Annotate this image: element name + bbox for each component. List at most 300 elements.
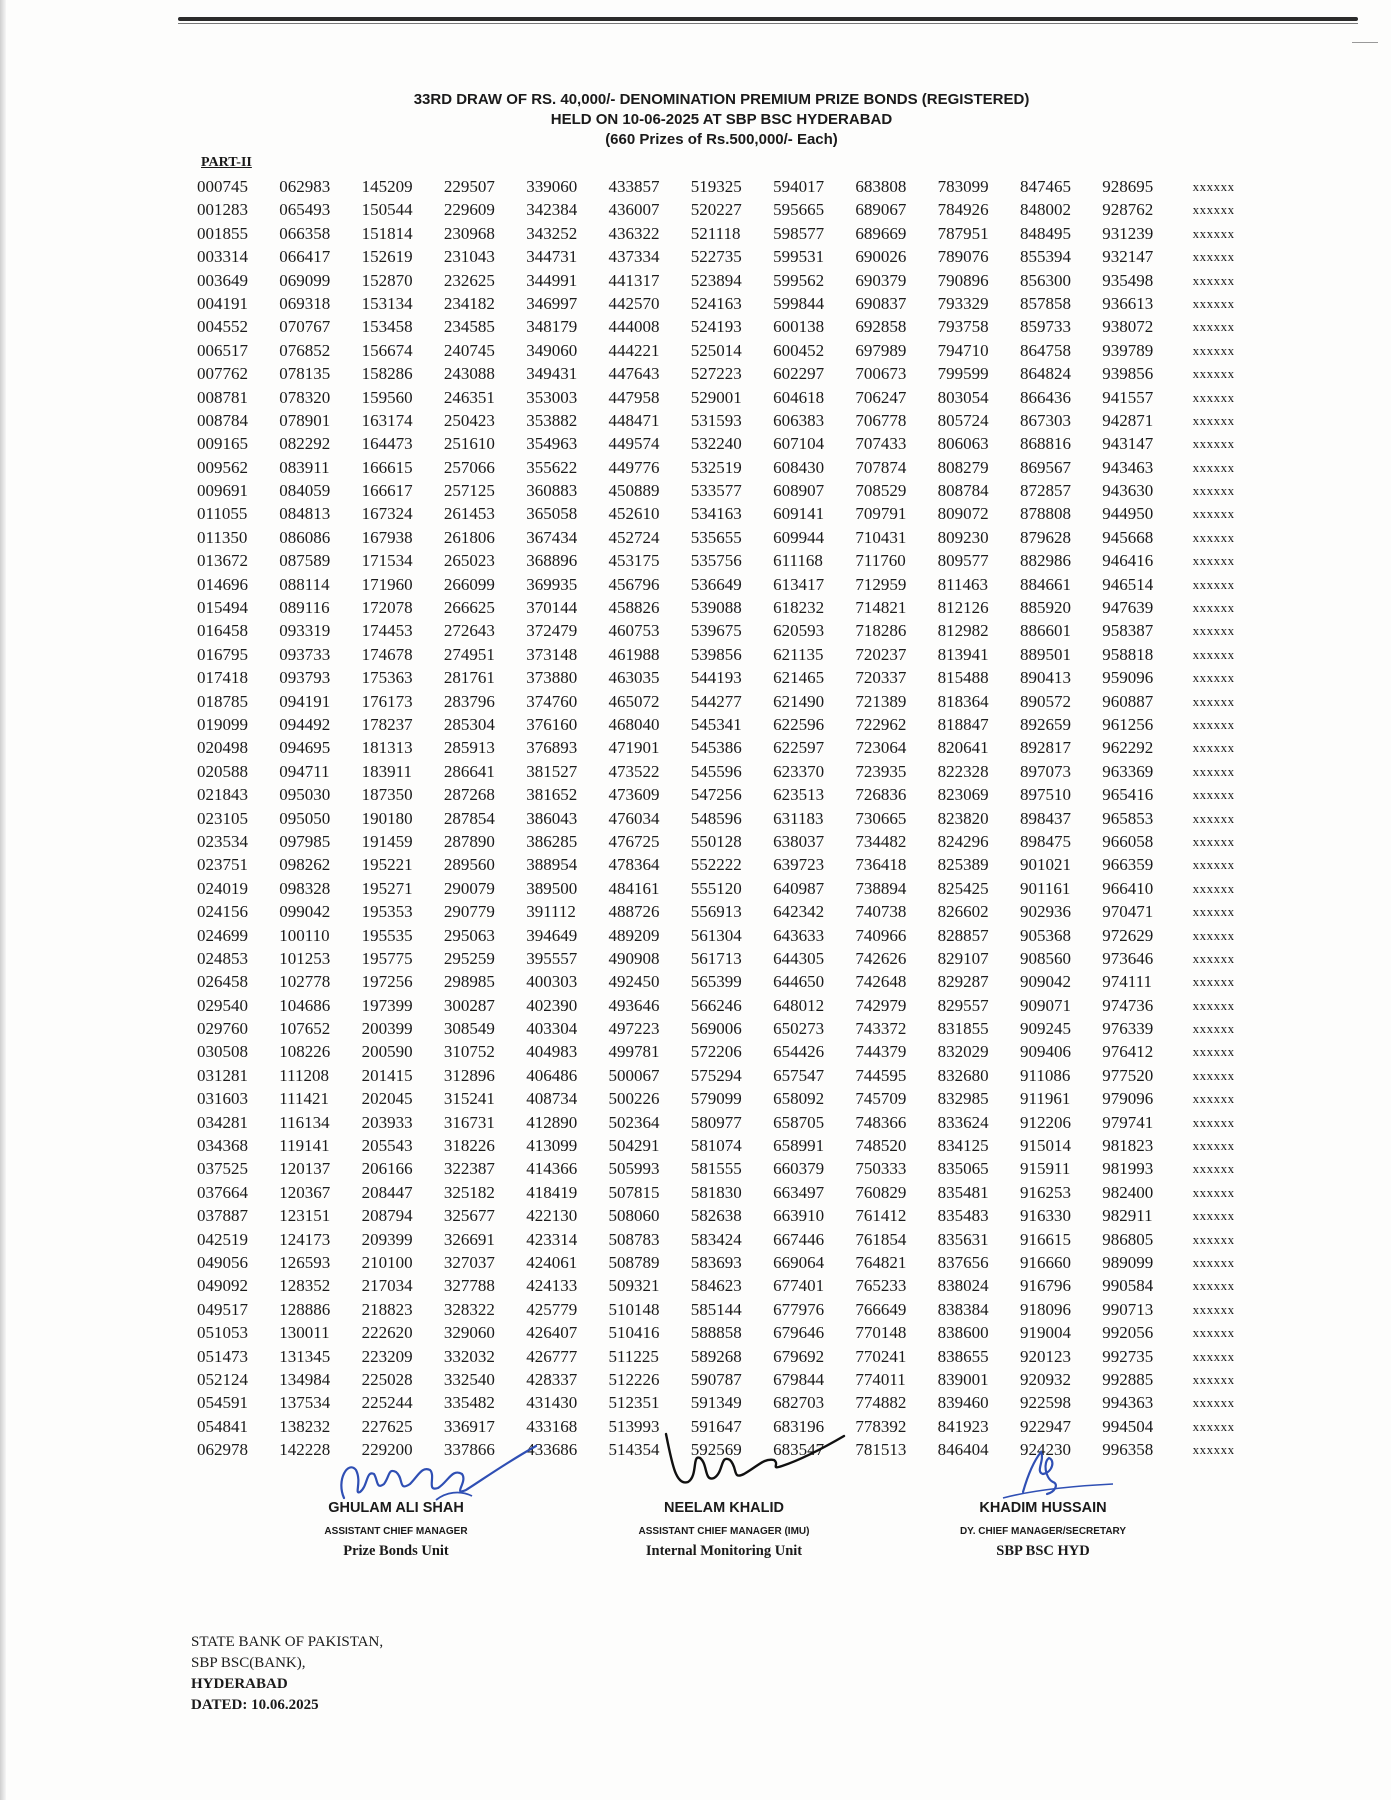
- prize-number-cell: 473609: [608, 785, 660, 805]
- prize-number-cell: 089116: [279, 598, 330, 618]
- prize-number-cell: 500226: [608, 1089, 660, 1109]
- prize-number-cell: 583424: [690, 1229, 742, 1249]
- prize-number-cell: 458826: [608, 598, 660, 618]
- table-row: [197, 269, 1275, 292]
- table-row: [197, 1087, 1275, 1110]
- prize-number-cell: 892817: [1019, 738, 1071, 758]
- prize-number-cell: 520227: [690, 200, 742, 220]
- prize-number-cell: 912206: [1019, 1112, 1071, 1132]
- prize-number-cell: 606383: [773, 410, 825, 430]
- prize-number-cell: 642342: [773, 902, 825, 922]
- prize-number-cell: 513993: [608, 1416, 660, 1436]
- prize-number-cell: 178237: [361, 714, 413, 734]
- prize-number-cell: 916796: [1019, 1276, 1071, 1296]
- prize-number-cell: 723935: [855, 761, 907, 781]
- prize-number-cell: 373148: [526, 644, 578, 664]
- prize-number-cell: 031281: [197, 1065, 248, 1085]
- prize-number-cell: 332540: [443, 1369, 495, 1389]
- prize-number-cell: 372479: [526, 621, 578, 641]
- prize-number-cell: 093793: [279, 668, 331, 688]
- prize-number-cell: 327037: [443, 1252, 495, 1272]
- prize-number-cell: 901021: [1019, 855, 1071, 875]
- prize-number-cell: 030508: [197, 1042, 248, 1062]
- prize-number-cell: 187350: [361, 785, 413, 805]
- prize-number-cell: 051053: [197, 1323, 248, 1343]
- table-row: [197, 526, 1275, 549]
- prize-number-cell: 229200: [361, 1440, 413, 1460]
- prize-number-cell: 310752: [443, 1042, 495, 1062]
- prize-number-cell: 831855: [937, 1019, 989, 1039]
- prize-number-cell: 450889: [608, 481, 660, 501]
- prize-number-cell: 024019: [197, 878, 248, 898]
- prize-number-cell: 449776: [608, 457, 660, 477]
- prize-number-cell: 902936: [1019, 902, 1071, 922]
- prize-number-cell: 909245: [1019, 1019, 1071, 1039]
- prize-number-cell: 024699: [197, 925, 248, 945]
- prize-number-cell: xxxxxx: [1192, 529, 1235, 545]
- prize-number-cell: xxxxxx: [1192, 366, 1235, 382]
- prize-number-cell: 709791: [855, 504, 907, 524]
- prize-number-cell: 879628: [1019, 527, 1071, 547]
- prize-number-cell: 970471: [1102, 902, 1154, 922]
- prize-number-cell: 639723: [773, 855, 825, 875]
- prize-number-cell: 886601: [1019, 621, 1071, 641]
- prize-number-cell: 006517: [197, 340, 248, 360]
- prize-number-cell: xxxxxx: [1192, 1325, 1235, 1341]
- prize-number-cell: 386285: [526, 831, 578, 851]
- prize-number-cell: 373880: [526, 668, 578, 688]
- prize-number-cell: 650273: [773, 1019, 825, 1039]
- prize-number-cell: 584623: [690, 1276, 742, 1296]
- prize-number-cell: 935498: [1102, 270, 1154, 290]
- prize-number-cell: 829107: [937, 948, 989, 968]
- prize-number-cell: 748366: [855, 1112, 907, 1132]
- prize-number-cell: 190180: [361, 808, 413, 828]
- prize-number-cell: 014696: [197, 574, 248, 594]
- prize-number-cell: xxxxxx: [1192, 249, 1235, 265]
- prize-number-cell: 823820: [937, 808, 989, 828]
- signatory-khadim-hussain: [943, 1500, 1143, 1560]
- prize-number-cell: 095030: [279, 785, 331, 805]
- prize-number-cell: 846404: [937, 1440, 989, 1460]
- prize-number-cell: 539856: [690, 644, 742, 664]
- prize-number-cell: 225028: [361, 1369, 413, 1389]
- prize-number-cell: 413099: [526, 1136, 578, 1156]
- prize-number-cell: 206166: [361, 1159, 413, 1179]
- prize-number-cell: 545596: [690, 761, 742, 781]
- prize-number-cell: xxxxxx: [1192, 904, 1235, 920]
- prize-number-cell: 594017: [773, 177, 825, 196]
- prize-number-cell: 529001: [690, 387, 742, 407]
- prize-number-cell: 104686: [279, 995, 331, 1015]
- prize-number-cell: 622597: [773, 738, 825, 758]
- prize-number-cell: 295063: [443, 925, 495, 945]
- prize-number-cell: 770148: [855, 1323, 907, 1343]
- prize-number-cell: 049517: [197, 1299, 248, 1319]
- table-row: [197, 198, 1275, 221]
- prize-number-cell: 290779: [443, 902, 495, 922]
- prize-number-cell: 943147: [1102, 434, 1154, 454]
- prize-number-cell: 332032: [443, 1346, 495, 1366]
- prize-number-cell: 579099: [690, 1089, 742, 1109]
- prize-number-cell: 872857: [1019, 481, 1071, 501]
- prize-number-cell: 820641: [937, 738, 989, 758]
- prize-number-cell: 679692: [773, 1346, 825, 1366]
- prize-number-cell: 966359: [1102, 855, 1154, 875]
- prize-number-cell: 514354: [608, 1440, 660, 1460]
- prize-number-cell: 990584: [1102, 1276, 1154, 1296]
- prize-number-cell: 726836: [855, 785, 907, 805]
- prize-number-cell: 582638: [690, 1206, 742, 1226]
- prize-number-cell: 581830: [690, 1182, 742, 1202]
- prize-number-cell: 591647: [690, 1416, 742, 1436]
- prize-number-cell: xxxxxx: [1192, 202, 1235, 218]
- prize-number-cell: 856300: [1019, 270, 1071, 290]
- prize-number-cell: 195221: [361, 855, 413, 875]
- prize-number-cell: 210100: [361, 1252, 413, 1272]
- prize-number-cell: 631183: [773, 808, 824, 828]
- prize-number-cell: 508060: [608, 1206, 660, 1226]
- prize-number-cell: 171960: [361, 574, 413, 594]
- issuer-city: HYDERABAD: [191, 1676, 288, 1692]
- prize-number-cell: 274951: [443, 644, 495, 664]
- prize-number-cell: 281761: [443, 668, 495, 688]
- prize-number-cell: 707874: [855, 457, 907, 477]
- prize-number-cell: 502364: [608, 1112, 660, 1132]
- table-row: [197, 1321, 1275, 1344]
- prize-number-cell: 404983: [526, 1042, 578, 1062]
- prize-number-cell: 609141: [773, 504, 825, 524]
- prize-number-cell: 890572: [1019, 691, 1071, 711]
- prize-number-cell: 531593: [690, 410, 742, 430]
- prize-number-cell: 205543: [361, 1136, 413, 1156]
- table-row: [197, 573, 1275, 596]
- prize-number-cell: 958387: [1102, 621, 1154, 641]
- prize-number-cell: 544193: [690, 668, 742, 688]
- prize-number-cell: 336917: [443, 1416, 495, 1436]
- prize-number-cell: 522735: [690, 247, 742, 267]
- prize-number-cell: 230968: [443, 223, 495, 243]
- prize-number-cell: 834125: [937, 1136, 989, 1156]
- prize-number-cell: 916615: [1019, 1229, 1071, 1249]
- table-row: [197, 1368, 1275, 1391]
- prize-number-cell: 222620: [361, 1323, 413, 1343]
- prize-number-cell: 422130: [526, 1206, 578, 1226]
- prize-number-cell: 150544: [361, 200, 413, 220]
- prize-number-cell: 946514: [1102, 574, 1154, 594]
- prize-number-cell: 743372: [855, 1019, 907, 1039]
- prize-number-cell: 679844: [773, 1369, 825, 1389]
- prize-number-cell: 942871: [1102, 410, 1154, 430]
- prize-number-cell: 697989: [855, 340, 907, 360]
- prize-number-cell: xxxxxx: [1192, 693, 1235, 709]
- prize-number-cell: 076852: [279, 340, 331, 360]
- prize-number-cell: 478364: [608, 855, 660, 875]
- prize-number-cell: 744379: [855, 1042, 907, 1062]
- prize-number-cell: 742626: [855, 948, 907, 968]
- prize-number-cell: 406486: [526, 1065, 578, 1085]
- prize-number-cell: 266625: [443, 598, 495, 618]
- prize-number-cell: 094711: [279, 761, 330, 781]
- prize-number-cell: 300287: [443, 995, 495, 1015]
- prize-number-cell: 919004: [1019, 1323, 1071, 1343]
- prize-number-cell: 748520: [855, 1136, 907, 1156]
- prize-number-cell: 823069: [937, 785, 989, 805]
- prize-number-cell: 492450: [608, 972, 660, 992]
- prize-number-cell: 167938: [361, 527, 413, 547]
- prize-number-cell: 272643: [443, 621, 495, 641]
- table-row: [197, 666, 1275, 689]
- prize-number-cell: 461988: [608, 644, 660, 664]
- prize-number-cell: 838655: [937, 1346, 989, 1366]
- prize-number-cell: 658991: [773, 1136, 825, 1156]
- prize-number-cell: 285304: [443, 714, 495, 734]
- issue-date: DATED: 10.06.2025: [191, 1697, 319, 1713]
- prize-number-cell: xxxxxx: [1192, 646, 1235, 662]
- prize-number-cell: 078135: [279, 364, 331, 384]
- table-row: [197, 830, 1275, 853]
- prize-number-cell: 561713: [690, 948, 742, 968]
- prize-number-cell: 433168: [526, 1416, 578, 1436]
- prize-number-cell: 088114: [279, 574, 330, 594]
- prize-number-cell: 787951: [937, 223, 989, 243]
- prize-number-cell: 992056: [1102, 1323, 1154, 1343]
- prize-number-cell: 690379: [855, 270, 907, 290]
- prize-number-cell: 386043: [526, 808, 578, 828]
- prize-number-cell: 023751: [197, 855, 248, 875]
- table-row: [197, 853, 1275, 876]
- prize-number-cell: 897510: [1019, 785, 1071, 805]
- prize-number-cell: 257066: [443, 457, 495, 477]
- signatory-neelam-khalid: [614, 1500, 834, 1560]
- prize-number-cell: 922947: [1019, 1416, 1071, 1436]
- prize-number-cell: 525014: [690, 340, 742, 360]
- prize-number-cell: xxxxxx: [1192, 623, 1235, 639]
- prize-number-cell: 203933: [361, 1112, 413, 1132]
- top-rule: [178, 17, 1358, 21]
- prize-number-cell: 497223: [608, 1019, 660, 1039]
- prize-number-cell: 328322: [443, 1299, 495, 1319]
- prize-number-cell: xxxxxx: [1192, 389, 1235, 405]
- prize-number-cell: xxxxxx: [1192, 459, 1235, 475]
- prize-number-cell: 682703: [773, 1393, 825, 1413]
- prize-number-cell: 566246: [690, 995, 742, 1015]
- table-row: [197, 619, 1275, 642]
- prize-number-cell: 031603: [197, 1089, 248, 1109]
- prize-number-cell: 019099: [197, 714, 248, 734]
- prize-number-cell: 591349: [690, 1393, 742, 1413]
- prize-number-cell: 018785: [197, 691, 248, 711]
- prize-number-cell: 290079: [443, 878, 495, 898]
- prize-number-cell: 599531: [773, 247, 825, 267]
- prize-number-cell: 939856: [1102, 364, 1154, 384]
- prize-number-cell: 658705: [773, 1112, 825, 1132]
- prize-number-cell: 939789: [1102, 340, 1154, 360]
- prize-number-cell: 527223: [690, 364, 742, 384]
- prize-number-cell: 499781: [608, 1042, 660, 1062]
- prize-number-cell: 924230: [1019, 1440, 1071, 1460]
- prize-number-cell: 029760: [197, 1019, 248, 1039]
- prize-number-cell: 508783: [608, 1229, 660, 1249]
- prize-number-cell: 689669: [855, 223, 907, 243]
- prize-number-cell: 536649: [690, 574, 742, 594]
- table-row: [197, 1228, 1275, 1251]
- prize-number-cell: xxxxxx: [1192, 740, 1235, 756]
- prize-number-cell: xxxxxx: [1192, 576, 1235, 592]
- prize-number-cell: 898437: [1019, 808, 1071, 828]
- prize-number-cell: 832680: [937, 1065, 989, 1085]
- prize-number-cell: 781513: [855, 1440, 907, 1460]
- prize-number-cell: 932147: [1102, 247, 1154, 267]
- prize-number-cell: 054591: [197, 1393, 248, 1413]
- prize-number-cell: 947639: [1102, 598, 1154, 618]
- prize-number-cell: 979096: [1102, 1089, 1154, 1109]
- prize-number-cell: 992885: [1102, 1369, 1154, 1389]
- prize-number-cell: 142228: [279, 1440, 331, 1460]
- prize-number-cell: 928695: [1102, 177, 1154, 196]
- table-row: [197, 1204, 1275, 1227]
- prize-number-cell: 867303: [1019, 410, 1071, 430]
- prize-number-cell: 793329: [937, 293, 989, 313]
- prize-number-cell: 339060: [526, 177, 578, 196]
- prize-number-cell: 376893: [526, 738, 578, 758]
- prize-number-cell: 318226: [443, 1136, 495, 1156]
- prize-number-cell: 013672: [197, 551, 248, 571]
- prize-number-cell: 124173: [279, 1229, 331, 1249]
- signatory-name: KHADIM HUSSAIN: [979, 1500, 1107, 1516]
- prize-number-cell: 866436: [1019, 387, 1071, 407]
- prize-number-cell: 859733: [1019, 317, 1071, 337]
- document-header: [0, 90, 1391, 150]
- prize-number-cell: 335482: [443, 1393, 495, 1413]
- prize-number-cell: 009562: [197, 457, 248, 477]
- prize-number-cell: 493646: [608, 995, 660, 1015]
- prize-number-cell: 963369: [1102, 761, 1154, 781]
- prize-number-cell: 403304: [526, 1019, 578, 1039]
- prize-number-cell: 327788: [443, 1276, 495, 1296]
- prize-number-cell: 996358: [1102, 1440, 1154, 1460]
- prize-number-cell: 251610: [443, 434, 495, 454]
- table-row: [197, 456, 1275, 479]
- table-row: [197, 386, 1275, 409]
- prize-number-cell: 428337: [526, 1369, 578, 1389]
- prize-number-cell: 062983: [279, 177, 331, 196]
- prize-number-cell: xxxxxx: [1192, 179, 1235, 194]
- prize-number-cell: 806063: [937, 434, 989, 454]
- signatory-unit: Prize Bonds Unit: [343, 1543, 449, 1559]
- prize-number-cell: 476725: [608, 831, 660, 851]
- prize-number-cell: xxxxxx: [1192, 225, 1235, 241]
- prize-number-cell: 623513: [773, 785, 825, 805]
- prize-number-cell: 108226: [279, 1042, 331, 1062]
- prize-number-cell: 131345: [279, 1346, 331, 1366]
- prize-number-cell: 965853: [1102, 808, 1154, 828]
- prize-number-cell: 815488: [937, 668, 989, 688]
- prize-number-cell: 621465: [773, 668, 825, 688]
- prize-number-cell: 590787: [690, 1369, 742, 1389]
- prize-number-cell: 825425: [937, 878, 989, 898]
- prize-number-cell: xxxxxx: [1192, 295, 1235, 311]
- prize-number-cell: 436322: [608, 223, 660, 243]
- prize-number-cell: 602297: [773, 364, 825, 384]
- prize-number-cell: 052124: [197, 1369, 248, 1389]
- prize-number-cell: 663497: [773, 1182, 825, 1202]
- prize-number-cell: 448471: [608, 410, 660, 430]
- prize-number-cell: 761412: [855, 1206, 907, 1226]
- prize-number-cell: 723064: [855, 738, 907, 758]
- prize-number-cell: 813941: [937, 644, 989, 664]
- prize-number-cell: 353003: [526, 387, 578, 407]
- prize-number-cell: 981993: [1102, 1159, 1154, 1179]
- prize-number-cell: 585144: [690, 1299, 742, 1319]
- prize-number-cell: 721389: [855, 691, 907, 711]
- prize-number-cell: 408734: [526, 1089, 578, 1109]
- prize-number-cell: 545386: [690, 738, 742, 758]
- prize-number-cell: 555120: [690, 878, 742, 898]
- prize-number-cell: 706778: [855, 410, 907, 430]
- prize-number-cell: xxxxxx: [1192, 483, 1235, 499]
- prize-number-cell: 915911: [1019, 1159, 1071, 1179]
- prize-number-cell: 974736: [1102, 995, 1154, 1015]
- table-row: [197, 877, 1275, 900]
- prize-number-cell: 167324: [361, 504, 413, 524]
- prize-number-cell: 909071: [1019, 995, 1071, 1015]
- prize-number-cell: 977520: [1102, 1065, 1154, 1085]
- prize-number-cell: 342384: [526, 200, 578, 220]
- table-row: [197, 1391, 1275, 1414]
- prize-number-cell: 884661: [1019, 574, 1071, 594]
- prize-number-cell: 094492: [279, 714, 331, 734]
- prize-number-cell: 295259: [443, 948, 495, 968]
- prize-number-cell: 102778: [279, 972, 331, 992]
- prize-number-cell: 471901: [608, 738, 660, 758]
- prize-number-cell: 809577: [937, 551, 989, 571]
- prize-number-cell: 790896: [937, 270, 989, 290]
- prize-number-cell: 822328: [937, 761, 989, 781]
- prize-number-cell: 381527: [526, 761, 578, 781]
- prize-number-cell: 130011: [279, 1323, 330, 1343]
- prize-number-cell: 761854: [855, 1229, 907, 1249]
- prize-number-cell: 391112: [526, 902, 576, 922]
- issuer-bank: STATE BANK OF PAKISTAN,: [191, 1634, 384, 1650]
- prize-number-cell: 885920: [1019, 598, 1071, 618]
- prize-number-cell: 423314: [526, 1229, 578, 1249]
- prize-number-cell: 826602: [937, 902, 989, 922]
- prize-number-cell: 600452: [773, 340, 825, 360]
- prize-number-cell: 001283: [197, 200, 248, 220]
- prize-number-cell: 200590: [361, 1042, 413, 1062]
- prize-number-cell: 864758: [1019, 340, 1071, 360]
- prize-number-cell: 974111: [1102, 972, 1153, 992]
- table-row: [197, 596, 1275, 619]
- prize-number-cell: 015494: [197, 598, 248, 618]
- prize-number-cell: 452724: [608, 527, 660, 547]
- prize-number-cell: 838384: [937, 1299, 989, 1319]
- prize-number-cell: 598577: [773, 223, 825, 243]
- prize-number-cell: 349060: [526, 340, 578, 360]
- prize-number-cell: 539675: [690, 621, 742, 641]
- prize-number-cell: 855394: [1019, 247, 1071, 267]
- prize-number-cell: 736418: [855, 855, 907, 875]
- prize-number-cell: xxxxxx: [1192, 927, 1235, 943]
- prize-number-cell: 287854: [443, 808, 495, 828]
- prize-number-cell: 973646: [1102, 948, 1154, 968]
- prize-number-cell: 829287: [937, 972, 989, 992]
- prize-number-cell: 809072: [937, 504, 989, 524]
- prize-number-cell: 946416: [1102, 551, 1154, 571]
- header-title: 33RD DRAW OF RS. 40,000/- DENOMINATION PREMIUM PRIZE BONDS (REGISTERED): [413, 91, 1030, 108]
- prize-number-cell: 745709: [855, 1089, 907, 1109]
